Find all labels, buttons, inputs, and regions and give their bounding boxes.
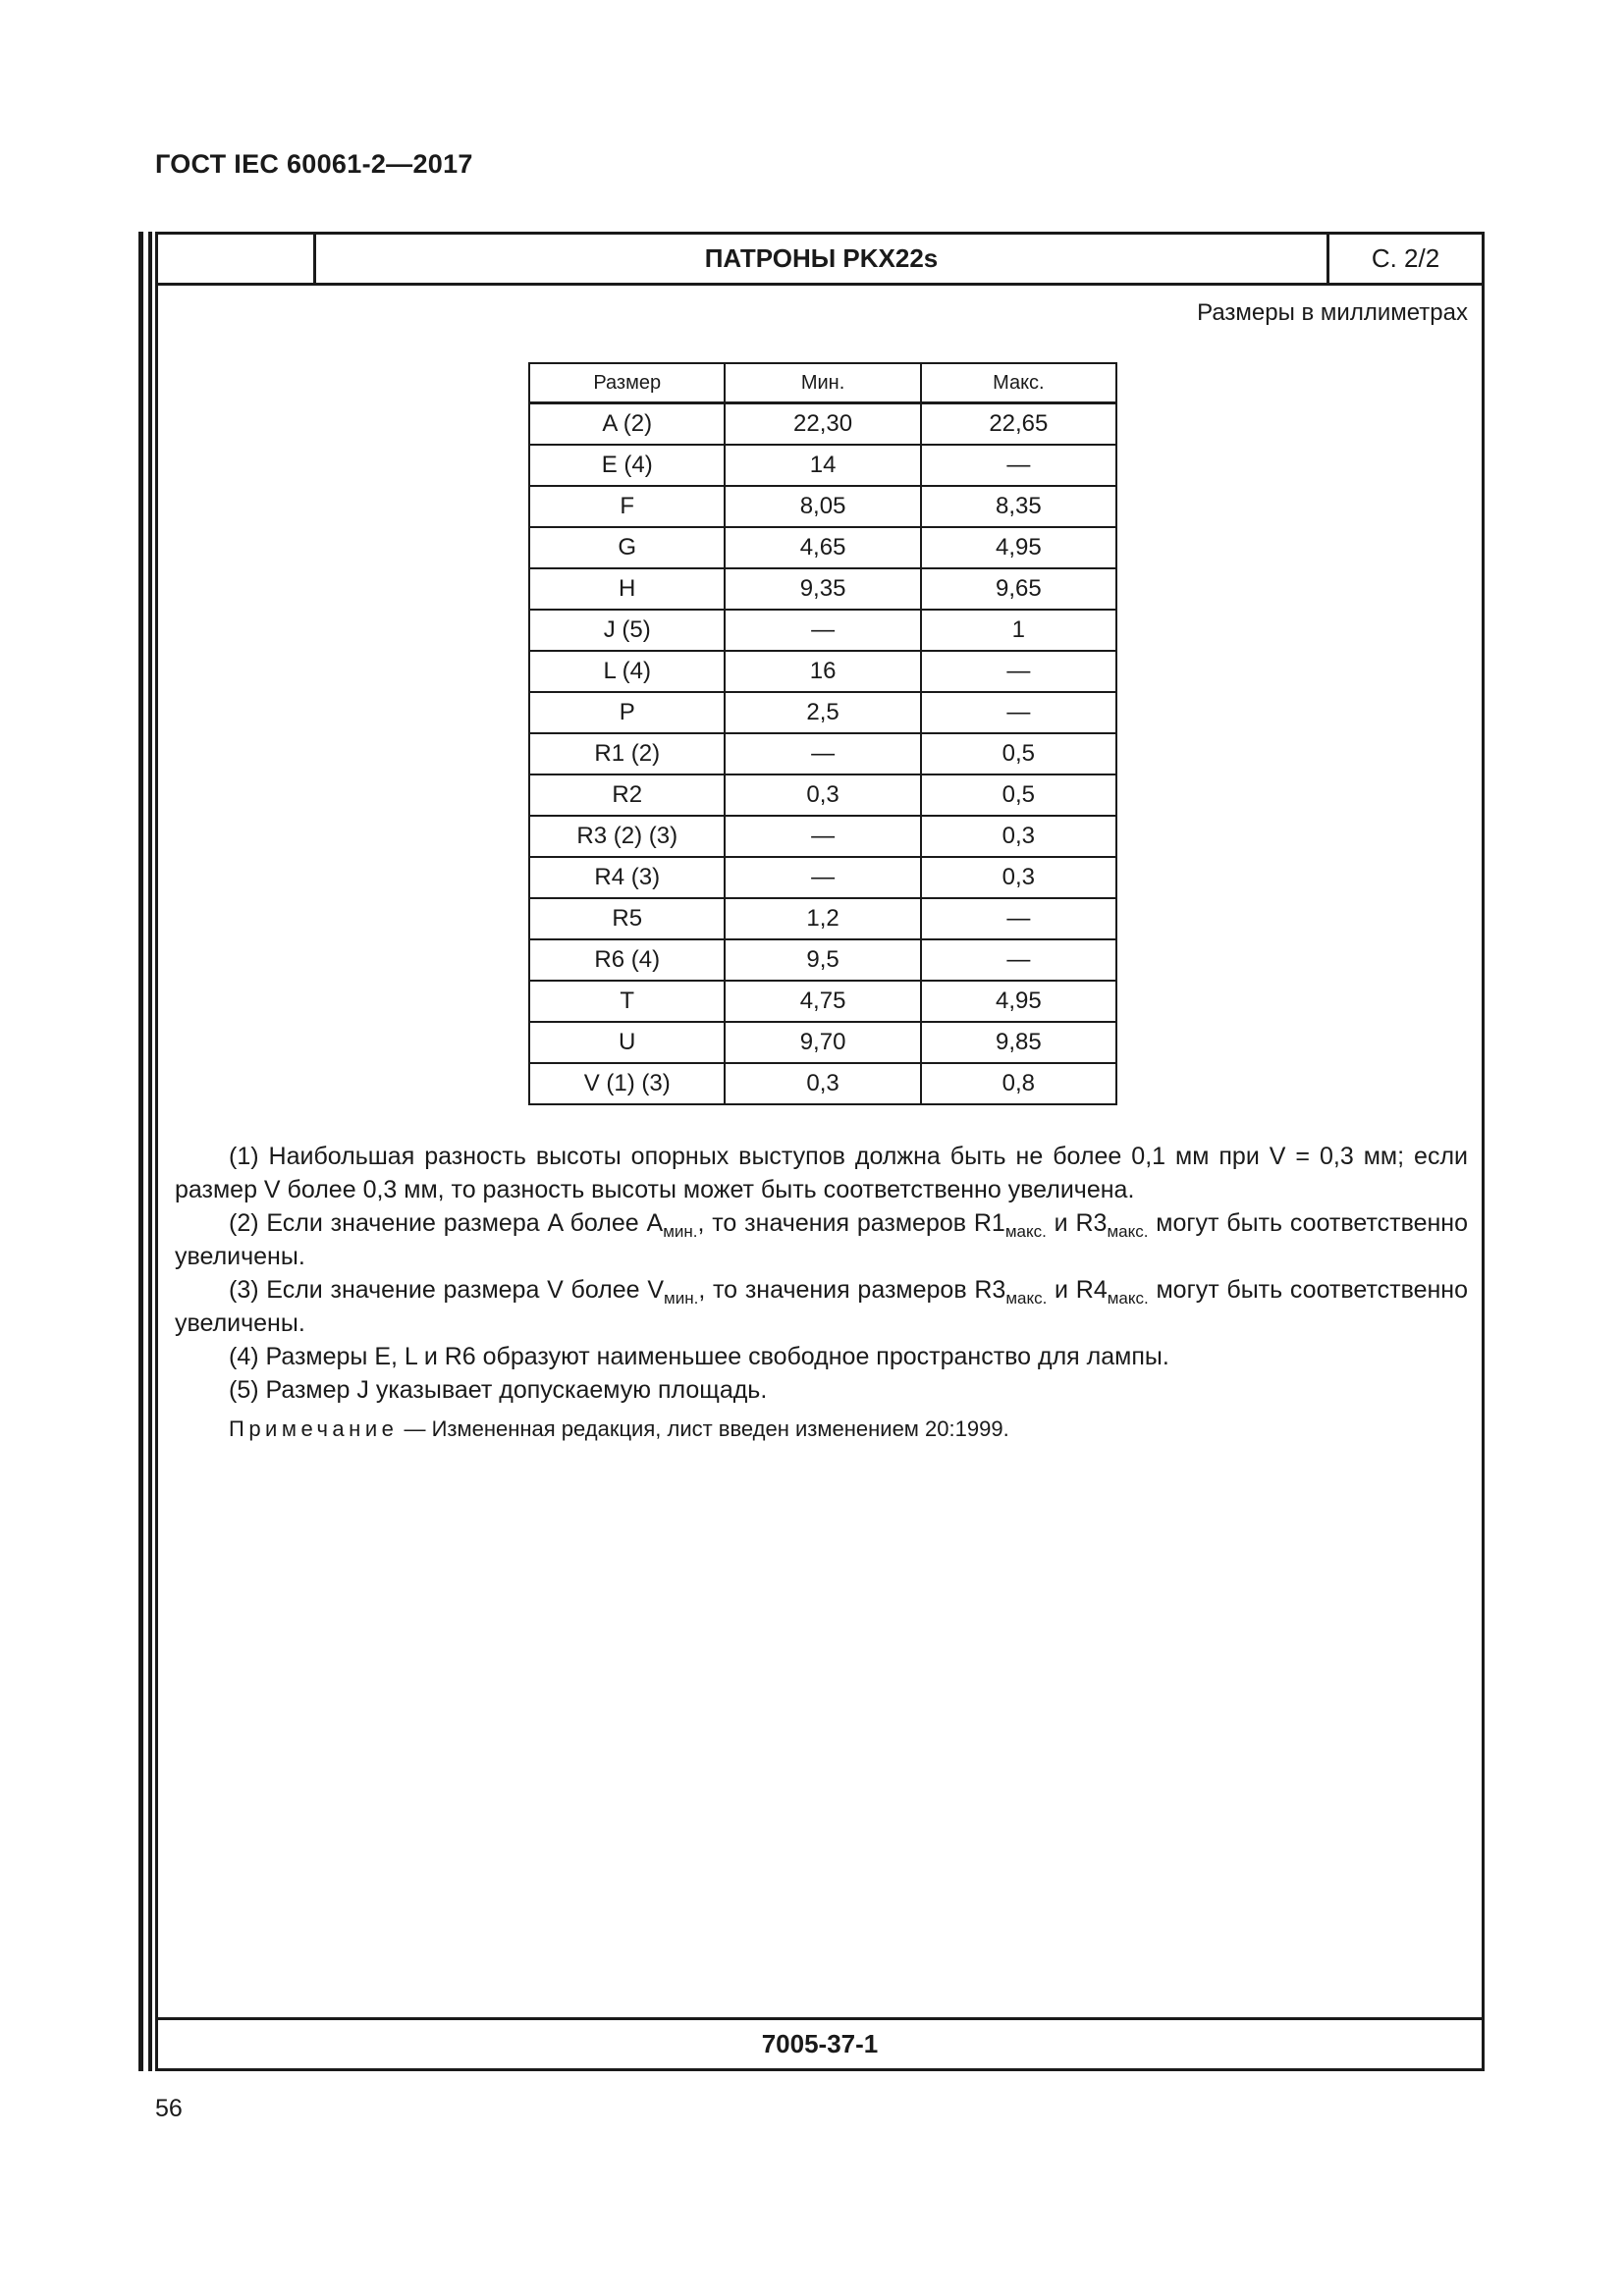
- cell-min: —: [725, 857, 920, 898]
- binding-bar-inner: [148, 232, 152, 2071]
- footnote-3-sub: макс.: [1107, 1289, 1149, 1308]
- column-header-max: Макс.: [921, 363, 1116, 403]
- sheet-title: ПАТРОНЫ PKX22s: [704, 243, 939, 273]
- cell-max: —: [921, 651, 1116, 692]
- cell-max: —: [921, 692, 1116, 733]
- table-row: [529, 857, 1116, 898]
- table-row: [529, 610, 1116, 651]
- cell-max: 0,5: [921, 733, 1116, 774]
- footnote-2: [175, 1206, 1468, 1273]
- sheet-frame: [155, 232, 1485, 2071]
- cell-max: 9,65: [921, 568, 1116, 610]
- sheet-page-ref: С. 2/2: [1326, 235, 1482, 283]
- footnote-2-sub: макс.: [1004, 1222, 1047, 1241]
- remark: [229, 1416, 1009, 1442]
- cell-size: R6 (4): [529, 939, 725, 981]
- table-row: [529, 692, 1116, 733]
- dimensions-table: [528, 362, 1117, 1105]
- column-header-size: Размер: [529, 363, 725, 403]
- cell-max: 4,95: [921, 527, 1116, 568]
- footnote-3-sub: макс.: [1005, 1289, 1048, 1308]
- cell-max: 22,65: [921, 403, 1116, 446]
- column-header-min: Мин.: [725, 363, 920, 403]
- cell-size: H: [529, 568, 725, 610]
- cell-min: 0,3: [725, 1063, 920, 1104]
- cell-size: R5: [529, 898, 725, 939]
- table-row: [529, 733, 1116, 774]
- units-note: Размеры в миллиметрах: [1197, 299, 1468, 326]
- footnote-3-sub: мин.: [664, 1289, 699, 1308]
- cell-max: —: [921, 898, 1116, 939]
- cell-min: 2,5: [725, 692, 920, 733]
- cell-size: R1 (2): [529, 733, 725, 774]
- table-row: [529, 1022, 1116, 1063]
- table-row: [529, 898, 1116, 939]
- remark-label: Примечание: [229, 1416, 399, 1441]
- sheet-footer-code: 7005-37-1: [158, 2017, 1482, 2068]
- footnote-3-text: могут быть соответственно увеличены.: [175, 1276, 1468, 1337]
- cell-size: R4 (3): [529, 857, 725, 898]
- cell-min: —: [725, 610, 920, 651]
- cell-max: —: [921, 939, 1116, 981]
- table-row: [529, 527, 1116, 568]
- table-row: [529, 981, 1116, 1022]
- cell-size: R2: [529, 774, 725, 816]
- cell-min: 4,65: [725, 527, 920, 568]
- footnote-2-text: и R3: [1046, 1209, 1108, 1237]
- footnote-3-text: (3) Если значение размера V более V: [229, 1276, 665, 1304]
- cell-min: 14: [725, 445, 920, 486]
- table-body: [529, 403, 1116, 1105]
- cell-min: 4,75: [725, 981, 920, 1022]
- binding-bar-outer: [138, 232, 143, 2071]
- cell-size: A (2): [529, 403, 725, 446]
- cell-min: 16: [725, 651, 920, 692]
- cell-min: 9,70: [725, 1022, 920, 1063]
- footnote-2-sub: макс.: [1107, 1222, 1149, 1241]
- cell-min: 1,2: [725, 898, 920, 939]
- table-header-row: [529, 363, 1116, 403]
- cell-min: 0,3: [725, 774, 920, 816]
- footnote-5: (5) Размер J указывает допускаемую площадь.: [229, 1376, 768, 1404]
- table-row: [529, 939, 1116, 981]
- cell-max: 0,5: [921, 774, 1116, 816]
- cell-max: 9,85: [921, 1022, 1116, 1063]
- footnote-4: (4) Размеры E, L и R6 образуют наименьшее свободное пространство для лампы.: [229, 1343, 1169, 1370]
- page-number: 56: [155, 2095, 183, 2122]
- footnote-2-text: (2) Если значение размера A более A: [229, 1209, 664, 1237]
- table-row: [529, 403, 1116, 446]
- cell-min: 9,35: [725, 568, 920, 610]
- table-row: [529, 1063, 1116, 1104]
- footnote-2-text: могут быть соответственно увеличены.: [175, 1209, 1468, 1270]
- table-row: [529, 486, 1116, 527]
- cell-min: —: [725, 733, 920, 774]
- footnote-1: (1) Наибольшая разность высоты опорных выступов должна быть не более 0,1 мм при V = 0,3 мм; если размер V более 0,3 мм, то разность высоты может быть соответственно увеличена.: [175, 1143, 1468, 1203]
- table-row: [529, 651, 1116, 692]
- table-row: [529, 568, 1116, 610]
- cell-size: T: [529, 981, 725, 1022]
- cell-max: 8,35: [921, 486, 1116, 527]
- cell-min: 22,30: [725, 403, 920, 446]
- cell-size: L (4): [529, 651, 725, 692]
- cell-max: 1: [921, 610, 1116, 651]
- cell-max: 4,95: [921, 981, 1116, 1022]
- footnote-3: [175, 1273, 1468, 1340]
- footnotes: [175, 1140, 1468, 1407]
- cell-size: J (5): [529, 610, 725, 651]
- table-row: [529, 774, 1116, 816]
- cell-size: R3 (2) (3): [529, 816, 725, 857]
- sheet-title-row: [158, 235, 1482, 286]
- title-blank-cell: [158, 235, 316, 283]
- cell-max: 0,3: [921, 816, 1116, 857]
- cell-size: V (1) (3): [529, 1063, 725, 1104]
- document-code: ГОСТ IEC 60061-2—2017: [155, 149, 473, 179]
- cell-size: F: [529, 486, 725, 527]
- table-row: [529, 816, 1116, 857]
- footnote-2-sub: мин.: [663, 1222, 698, 1241]
- footnote-2-text: , то значения размеров R1: [697, 1209, 1005, 1237]
- cell-max: —: [921, 445, 1116, 486]
- cell-size: P: [529, 692, 725, 733]
- cell-max: 0,3: [921, 857, 1116, 898]
- cell-min: 8,05: [725, 486, 920, 527]
- remark-text: — Измененная редакция, лист введен изменением 20:1999.: [398, 1416, 1009, 1441]
- cell-size: U: [529, 1022, 725, 1063]
- cell-min: 9,5: [725, 939, 920, 981]
- cell-size: G: [529, 527, 725, 568]
- cell-size: E (4): [529, 445, 725, 486]
- cell-max: 0,8: [921, 1063, 1116, 1104]
- cell-min: —: [725, 816, 920, 857]
- table-row: [529, 445, 1116, 486]
- footnote-3-text: , то значения размеров R3: [698, 1276, 1006, 1304]
- footnote-3-text: и R4: [1047, 1276, 1108, 1304]
